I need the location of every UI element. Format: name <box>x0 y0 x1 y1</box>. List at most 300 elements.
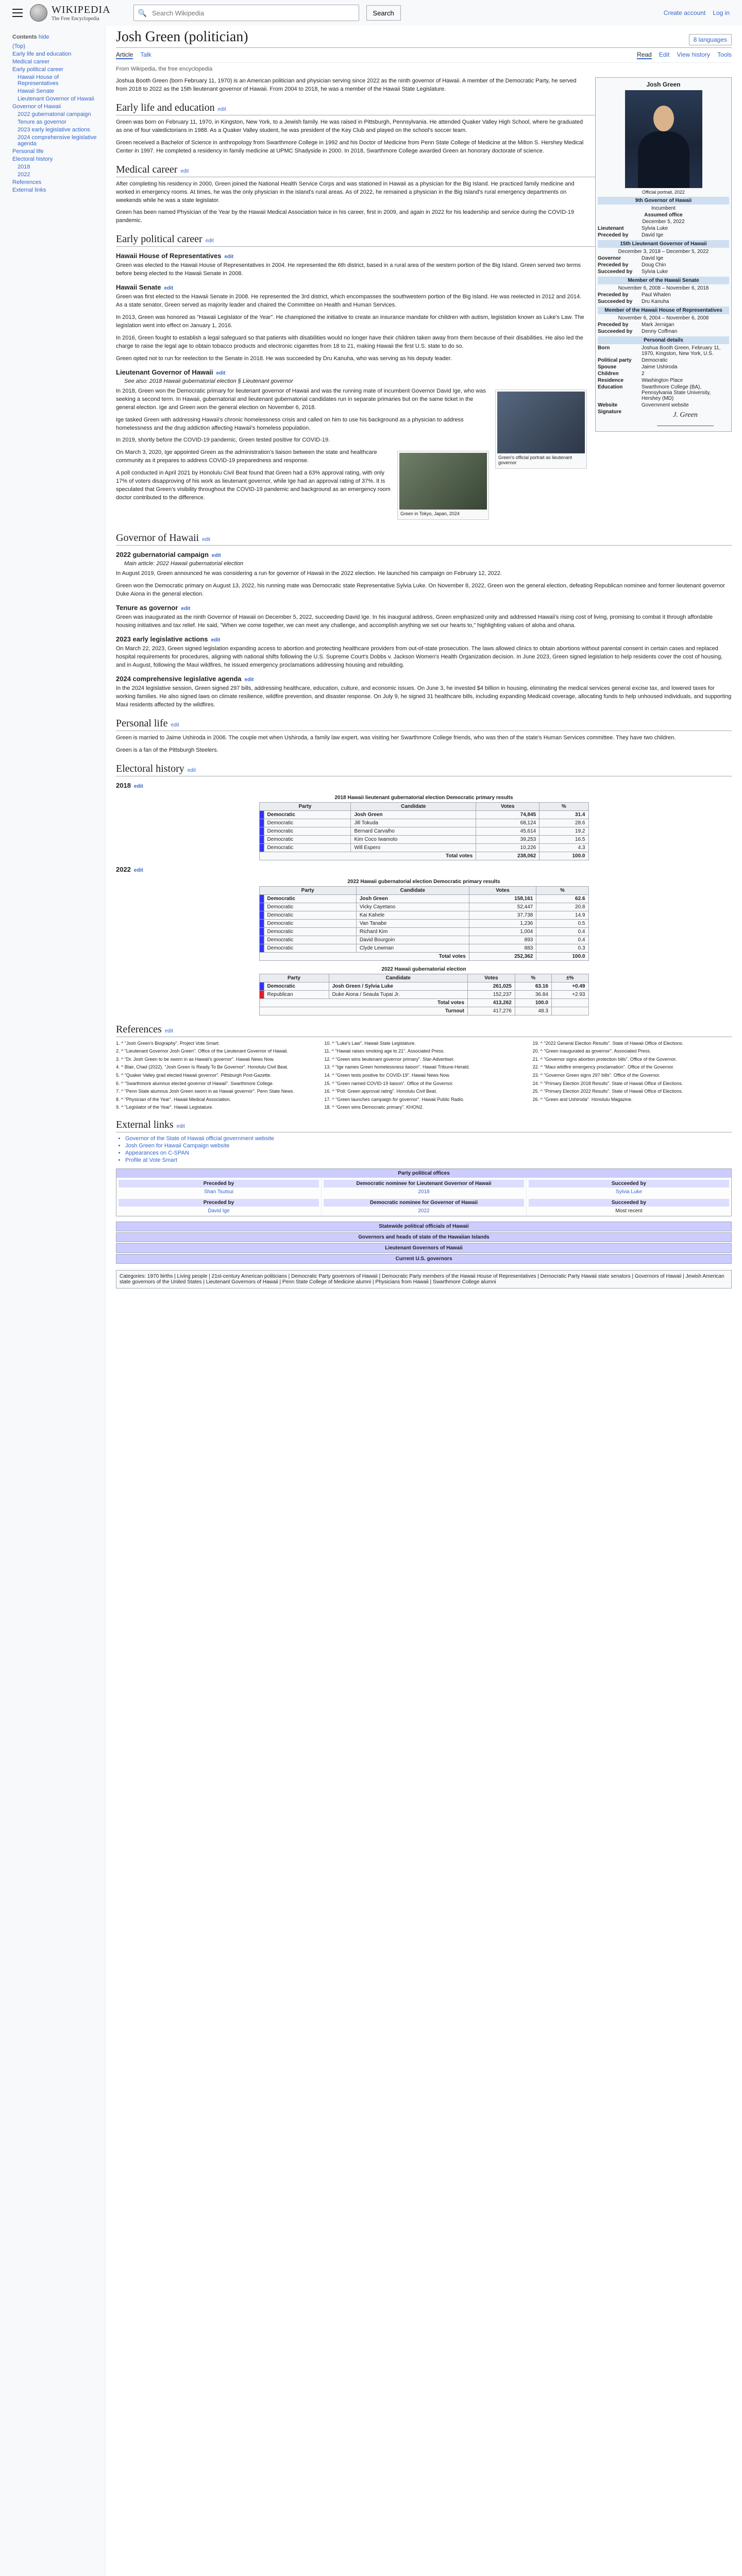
subsection-tenure: Tenure as governor edit <box>116 604 191 612</box>
infobox-row-value[interactable]: Washington Place <box>642 378 683 383</box>
total-label: Total votes <box>259 852 476 860</box>
tab-article[interactable]: Article <box>116 51 133 58</box>
user-links <box>664 9 730 16</box>
total-label: Total votes <box>259 952 469 960</box>
reference-text[interactable]: "Dr. Josh Green to be sworn in as Hawaii's governor". Hawaii News Now. <box>124 1056 275 1062</box>
paragraph: Green has been named Physician of the Year by the Hawaii Medical Association twice in his career, first in 2009, and again in 2022 for his leadership and service during the COVID-19 pandemic. <box>116 209 575 224</box>
infobox-row-value[interactable]: 2 <box>642 371 645 377</box>
column-header: Votes <box>468 974 515 982</box>
infobox-row <box>598 358 729 363</box>
reference-item: 17. ^ "Green launches campaign for governor". Hawaii Public Radio. <box>324 1096 465 1102</box>
reference-text[interactable]: "2022 General Election Results". State of Hawaii Office of Elections. <box>544 1040 684 1046</box>
edit-link[interactable]: edit <box>133 867 143 873</box>
infobox-row <box>598 378 729 383</box>
thumbnail-tokyo[interactable] <box>397 451 489 520</box>
party-cell[interactable]: Democratic <box>264 894 356 903</box>
infobox <box>595 77 732 432</box>
infobox-row <box>598 262 729 268</box>
infobox-row-label: Succeeded by <box>598 299 633 304</box>
toc-item[interactable]: Early life and education <box>12 51 72 57</box>
subsection-2022: 2022 edit <box>116 865 143 873</box>
infobox-row-value[interactable]: Jaime Ushiroda <box>642 364 678 370</box>
reference-text[interactable]: "Green and Ushiroda". Honolulu Magazine. <box>544 1096 633 1102</box>
votes-cell: 261,025 <box>468 982 515 990</box>
incumbent-label: Incumbent <box>651 206 676 211</box>
table-row <box>259 990 588 998</box>
party-cell[interactable]: Democratic <box>264 919 356 927</box>
paragraph: Ige tasked Green with addressing Hawaii's chronic homelessness crisis and called on him to use his background as a physician to address homelessness and the drug addiction affecting Hawaii's homeless population. <box>116 416 464 431</box>
paragraph: In 2018, Green won the Democratic primary for lieutenant governor of Hawaii and was the running mate of incumbent Governor David Ige, who was seeking a second term. In Hawaii, gubernatorial and lieutenant gubernatorial candidates run in separate primaries but on the same ticket in the general election. Ige and Green won the general election on November 6, 2018. <box>116 387 486 411</box>
reference-item: 11. ^ "Hawaii raises smoking age to 21". Associated Press. <box>324 1048 445 1054</box>
navbox-title: Party political offices <box>116 1169 731 1178</box>
office-governor[interactable]: 9th Governor of Hawaii <box>598 197 729 205</box>
party-color-swatch <box>259 936 264 944</box>
infobox-row-value[interactable]: Paul Whalen <box>642 292 671 298</box>
votes-cell: 883 <box>469 944 536 952</box>
languages-button[interactable]: 8 languages <box>689 34 732 45</box>
reference-item: 4. ^ Blair, Chad (2022). "Josh Green Is Ready To Be Governor". Honolulu Civil Beat. <box>116 1064 289 1070</box>
percent-cell: 0.3 <box>536 944 588 952</box>
infobox-row-value[interactable]: Dru Kanuha <box>642 299 669 304</box>
votes-cell: 1,236 <box>469 919 536 927</box>
infobox-row-label: Website <box>598 402 618 408</box>
navbox-link[interactable]: Sylvia Luke <box>615 1189 643 1195</box>
reference-item: 26. ^ "Green and Ushiroda". Honolulu Magazine. <box>532 1096 633 1102</box>
infobox-row-value[interactable]: David Ige <box>642 256 664 261</box>
search-button[interactable]: Search <box>366 5 401 21</box>
toc-item[interactable]: Hawaii Senate <box>18 88 54 94</box>
portrait-caption: Official portrait, 2022 <box>642 190 685 195</box>
toc-item[interactable]: Lieutenant Governor of Hawaii <box>18 96 94 102</box>
party-cell[interactable]: Democratic <box>264 982 329 990</box>
party-color-swatch <box>259 835 264 843</box>
column-header: Candidate <box>329 974 467 982</box>
thumbnail-caption: Green's official portrait as lieutenant governor <box>498 454 572 465</box>
reference-text[interactable]: "Green named COVID-19 liaison". Office of the Governor. <box>335 1080 453 1086</box>
globe-icon <box>30 4 47 22</box>
reference-list <box>116 1040 732 1111</box>
tab-talk[interactable]: Talk <box>140 51 151 58</box>
candidate-cell[interactable]: Bernard Carvalho <box>351 827 476 835</box>
hamburger-menu-icon[interactable] <box>12 9 23 17</box>
edit-link[interactable]: edit <box>180 168 189 174</box>
candidate-cell[interactable]: Van Tanabe <box>356 919 469 927</box>
infobox-row <box>598 384 729 401</box>
candidate-cell[interactable]: Duke Aiona / Seaula Tupai Jr. <box>329 990 467 998</box>
candidate-cell[interactable]: David Bourgoin <box>356 936 469 944</box>
office-senate[interactable]: Member of the Hawaii Senate <box>598 277 729 284</box>
infobox-row-value[interactable]: Government website <box>642 402 689 408</box>
paragraph: Green is a fan of the Pittsburgh Steelers. <box>116 747 218 753</box>
reference-item: 9. ^ "Legislator of the Year". Hawaii Legislature. <box>116 1105 213 1110</box>
edit-link[interactable]: edit <box>164 285 174 292</box>
total-votes: 413,262 <box>468 998 515 1007</box>
candidate-cell[interactable]: Josh Green <box>351 810 476 819</box>
reference-text[interactable]: "Ige names Green homelessness liaison". Hawaii Tribune-Herald. <box>335 1064 470 1070</box>
office-house[interactable]: Member of the Hawaii House of Representatives <box>598 307 729 314</box>
navbox-link[interactable]: Shan Tsutsui <box>204 1189 234 1195</box>
login-link[interactable]: Log in <box>713 9 730 16</box>
reference-text[interactable]: "Green inaugurated as governor". Associated Press. <box>544 1048 651 1054</box>
section-governor: Governor of Hawaii edit <box>116 532 732 546</box>
column-header: Candidate <box>356 886 469 894</box>
edit-link[interactable]: edit <box>187 767 196 773</box>
infobox-row <box>598 256 729 261</box>
infobox-row-label: Succeeded by <box>598 269 633 275</box>
infobox-row-label: Preceded by <box>598 232 629 238</box>
hatnote: Main article: 2022 Hawaii gubernatorial election <box>124 561 244 567</box>
results-table-2018 <box>259 793 589 860</box>
navbox-link[interactable]: 2018 <box>418 1189 430 1195</box>
infobox-row-label: Governor <box>598 256 621 261</box>
reference-item: 1. ^ "Josh Green's Biography". Project Vote Smart. <box>116 1040 220 1046</box>
infobox-row-value[interactable]: Joshua Booth Green, February 11, 1970, Kingston, New York, U.S. <box>642 345 721 357</box>
toc-hide-button[interactable]: hide <box>38 34 49 40</box>
assumed-office-label: Assumed office <box>644 212 683 218</box>
column-header: % <box>515 974 551 982</box>
edit-link[interactable]: edit <box>202 537 211 543</box>
toc-item[interactable]: 2018 <box>18 164 30 170</box>
party-cell[interactable]: Democratic <box>264 944 356 952</box>
results-table-2022-general <box>259 965 589 1015</box>
toc-item[interactable]: 2022 gubernatorial campaign <box>18 111 91 117</box>
edit-link[interactable]: edit <box>217 106 226 112</box>
page-tabs <box>116 48 732 63</box>
table-caption: 2018 Hawaii lieutenant gubernatorial election Democratic primary results <box>334 794 513 801</box>
table-row <box>259 982 588 990</box>
infobox-row <box>598 292 729 298</box>
party-color-swatch <box>259 843 264 852</box>
reference-text[interactable]: "Penn State alumnus Josh Green sworn in as Hawaii governor". Penn State News. <box>124 1089 294 1094</box>
party-color-swatch <box>259 810 264 819</box>
total-pct: 100.0 <box>539 852 588 860</box>
external-link[interactable]: • Appearances on C-SPAN <box>125 1150 732 1156</box>
edit-link[interactable]: edit <box>216 370 226 376</box>
infobox-row-value[interactable]: Sylvia Luke <box>642 269 668 275</box>
toc-item[interactable]: Medical career <box>12 59 50 65</box>
official-portrait[interactable] <box>625 90 702 188</box>
external-link[interactable]: • Profile at Vote Smart <box>125 1157 732 1163</box>
total-pct: 100.0 <box>515 998 551 1007</box>
infobox-row <box>598 226 729 231</box>
assumed-office-date: December 5, 2022 <box>642 219 685 225</box>
percent-cell: 28.6 <box>539 819 588 827</box>
reference-item: 23. ^ "Governor Green signs 297 bills". Office of the Governor. <box>532 1072 661 1078</box>
total-label: Total votes <box>259 998 468 1007</box>
tab-edit[interactable]: Edit <box>659 51 670 58</box>
reference-text[interactable]: "Hawaii raises smoking age to 21". Associated Press. <box>335 1048 445 1054</box>
votes-cell: 152,237 <box>468 990 515 998</box>
reference-text[interactable]: "Primary Election 2018 Results". State of Hawaii Office of Elections. <box>544 1080 683 1086</box>
reference-item: 24. ^ "Primary Election 2018 Results". State of Hawaii Office of Elections. <box>532 1080 683 1086</box>
reference-item: 12. ^ "Green wins lieutenant governor primary". Star-Advertiser. <box>324 1056 455 1062</box>
edit-link[interactable]: edit <box>205 238 214 244</box>
reference-text[interactable]: "Green launches campaign for governor". Hawaii Public Radio. <box>335 1096 465 1102</box>
thumbnail-lt-portrait[interactable] <box>495 389 587 469</box>
office-lt-governor[interactable]: 15th Lieutenant Governor of Hawaii <box>598 240 729 248</box>
navbox-header: Democratic nominee for Lieutenant Governor of Hawaii <box>324 1180 524 1188</box>
toc-item[interactable]: External links <box>12 187 46 193</box>
party-cell[interactable]: Democratic <box>264 927 356 936</box>
percent-cell: 62.6 <box>536 894 588 903</box>
candidate-cell[interactable]: Vicky Cayetano <box>356 903 469 911</box>
party-cell[interactable]: Republican <box>264 990 329 998</box>
reference-item: 22. ^ "Maui wildfire emergency proclamation". Office of the Governor. <box>532 1064 674 1070</box>
candidate-cell[interactable]: Clyde Lewman <box>356 944 469 952</box>
navbox-header: Succeeded by <box>529 1180 729 1188</box>
party-color-swatch <box>259 894 264 903</box>
external-link[interactable]: • Josh Green for Hawaii Campaign website <box>125 1143 732 1149</box>
collapsed-navbox[interactable]: Governors and heads of state of the Hawaiian Islands <box>116 1232 732 1242</box>
percent-cell: 19.2 <box>539 827 588 835</box>
percent-cell: 4.3 <box>539 843 588 852</box>
reference-text[interactable]: Blair, Chad (2022). "Josh Green Is Ready To Be Governor". Honolulu Civil Beat. <box>124 1064 289 1070</box>
reference-item: 15. ^ "Green named COVID-19 liaison". Office of the Governor. <box>324 1080 453 1086</box>
votes-cell: 1,004 <box>469 927 536 936</box>
infobox-row-value[interactable]: Democratic <box>642 358 668 363</box>
total-pct: 100.0 <box>536 952 588 960</box>
thumbnail-caption: Green in Tokyo, Japan, 2024 <box>400 511 460 517</box>
reference-item: 14. ^ "Green tests positive for COVID-19". Hawaii News Now. <box>324 1072 450 1078</box>
column-header: Candidate <box>351 802 476 810</box>
reference-text[interactable]: "Green tests positive for COVID-19". Hawaii News Now. <box>335 1072 450 1078</box>
infobox-row-label: Preceded by <box>598 292 629 298</box>
table-row <box>259 927 588 936</box>
votes-cell: 74,845 <box>476 810 539 819</box>
candidate-cell[interactable]: Jill Tokuda <box>351 819 476 827</box>
navbox-link[interactable]: 2022 <box>418 1208 430 1214</box>
percent-cell: 31.4 <box>539 810 588 819</box>
table-caption: 2022 Hawaii gubernatorial election <box>381 966 466 972</box>
candidate-cell[interactable]: Kai Kahele <box>356 911 469 919</box>
tagline: The Free Encyclopedia <box>52 16 99 22</box>
reference-item: 8. ^ "Physician of the Year". Hawaii Medical Association. <box>116 1096 231 1102</box>
percent-cell: 16.5 <box>539 835 588 843</box>
tab-view-history[interactable]: View history <box>677 51 710 58</box>
section-external-links: External links edit <box>116 1119 732 1132</box>
edit-link[interactable]: edit <box>133 783 143 789</box>
party-cell[interactable]: Democratic <box>264 835 351 843</box>
search-box <box>133 5 359 21</box>
tab-read[interactable]: Read <box>637 51 652 58</box>
reference-text[interactable]: "Green wins Democratic primary". KHON2. <box>335 1105 424 1110</box>
votes-cell: 893 <box>469 936 536 944</box>
wikipedia-logo[interactable] <box>30 4 111 22</box>
party-cell[interactable]: Democratic <box>264 827 351 835</box>
votes-cell: 68,124 <box>476 819 539 827</box>
create-account-link[interactable]: Create account <box>663 9 706 16</box>
party-cell[interactable]: Democratic <box>264 936 356 944</box>
column-header: Party <box>259 802 351 810</box>
toc-item[interactable]: Early political career <box>12 66 64 73</box>
edit-link[interactable]: edit <box>244 676 254 683</box>
paragraph: On March 22, 2023, Green signed legislation expanding access to abortion and protecting healthcare providers from out-of-state prosecution. The laws allowed clinics to obtain abortions without parental consent in certain cases and replaced hospital requirements for procedures, aligning with national shifts following the U.S. Supreme Court's Dobbs v. Jackson Women's Health Organization decision. In June 2023, Green signed legislation to help residents cover the cost of housing, and in August, following the Maui wildfires, he issued emergency proclamations addressing housing and rebuilding. <box>116 646 723 668</box>
section-references: References edit <box>116 1024 732 1037</box>
reference-item: 25. ^ "Primary Election 2022 Results". State of Hawaii Office of Elections. <box>532 1089 683 1094</box>
toc-item[interactable]: Personal life <box>12 148 44 155</box>
infobox-row <box>598 299 729 304</box>
infobox-row-value[interactable]: Mark Jernigan <box>642 322 674 328</box>
personal-details-band: Personal details <box>598 336 729 344</box>
table-row <box>259 843 588 852</box>
infobox-row-value[interactable]: Swarthmore College (BA), Pennsylvania State University, Hershey (MD) <box>642 384 711 401</box>
signature-image: J. Green <box>657 411 714 426</box>
site-header <box>0 0 742 26</box>
intro-paragraph: Joshua Booth Green (born February 11, 1970) is an American politician and physician serving since 2022 as the ninth governor of Hawaii. A member of the Democratic Party, he served from 2018 to 2022 as the 15th lieutenant governor of Hawaii. From 2004 to 2018, he was a member of the Hawaii State Legislature. <box>116 78 577 92</box>
reference-text[interactable]: "Luke's Law". Hawaii State Legislature. <box>335 1040 416 1046</box>
toc-item[interactable]: Tenure as governor <box>18 119 66 125</box>
navbox-link[interactable]: David Ige <box>208 1208 230 1214</box>
infobox-row <box>598 329 729 334</box>
navbox-header: Preceded by <box>119 1180 319 1188</box>
votes-cell: 10,226 <box>476 843 539 852</box>
reference-text[interactable]: "Governor Green signs 297 bills". Office of the Governor. <box>544 1072 661 1078</box>
column-header: Party <box>259 886 356 894</box>
page-title: Josh Green (politician) <box>116 29 248 45</box>
turnout-label: Turnout <box>259 1007 468 1015</box>
table-row <box>259 827 588 835</box>
change-cell: +2.93 <box>551 990 588 998</box>
subsection-2018: 2018 edit <box>116 781 143 789</box>
toc-item[interactable]: Electoral history <box>12 156 53 162</box>
percent-cell: 0.5 <box>536 919 588 927</box>
paragraph: Green was elected to the Hawaii House of Representatives in 2004. He represented the 6th district, based in a rural area of the western portion of the Big Island. Green served two terms before being elected to the Hawaii Senate in 2008. <box>116 262 581 277</box>
office-house-dates: November 6, 2004 – November 6, 2008 <box>618 315 709 321</box>
reference-text[interactable]: "Governor signs abortion protection bills". Office of the Governor. <box>544 1056 677 1062</box>
edit-link[interactable]: edit <box>211 637 221 643</box>
candidate-cell[interactable]: Will Espero <box>351 843 476 852</box>
infobox-row-label: Spouse <box>598 364 617 370</box>
table-row <box>259 810 588 819</box>
edit-link[interactable]: edit <box>164 1028 173 1034</box>
party-cell[interactable]: Democratic <box>264 843 351 852</box>
candidate-cell[interactable]: Josh Green / Sylvia Luke <box>329 982 467 990</box>
external-link[interactable]: • Governor of the State of Hawaii official government website <box>125 1136 732 1142</box>
reference-text[interactable]: "Lieutenant Governor Josh Green". Office of the Lieutenant Governor of Hawaii. <box>124 1048 289 1054</box>
toc-item[interactable]: 2023 early legislative actions <box>18 127 90 133</box>
navbox-header: Democratic nominee for Governor of Hawaii <box>324 1199 524 1207</box>
toc-item[interactable]: 2022 <box>18 172 30 178</box>
infobox-row <box>598 371 729 377</box>
office-lt-governor-dates: December 3, 2018 – December 5, 2022 <box>618 249 709 255</box>
change-cell: +0.49 <box>551 982 588 990</box>
collapsed-navbox[interactable]: Lieutenant Governors of Hawaii <box>116 1243 732 1253</box>
reference-text[interactable]: "Maui wildfire emergency proclamation". Office of the Governor. <box>544 1064 674 1070</box>
toc-item[interactable]: Hawaii House of Representatives <box>18 74 59 87</box>
edit-link[interactable]: edit <box>181 606 191 612</box>
party-color-swatch <box>259 827 264 835</box>
navbox-value: Most recent <box>615 1208 643 1214</box>
table-row <box>259 903 588 911</box>
edit-link[interactable]: edit <box>211 553 221 559</box>
candidate-cell[interactable]: Kim Coco Iwamoto <box>351 835 476 843</box>
table-row <box>259 919 588 927</box>
section-early-political: Early political career edit <box>116 233 732 247</box>
search-icon: 🔍 <box>138 8 147 17</box>
reference-text[interactable]: "Legislator of the Year". Hawaii Legislature. <box>124 1105 213 1110</box>
toc-item[interactable]: References <box>12 179 42 185</box>
reference-item: 16. ^ "Poll: Green approval rating". Honolulu Civil Beat. <box>324 1089 437 1094</box>
reference-text[interactable]: "Swarthmore alumnus elected governor of Hawaii". Swarthmore College. <box>124 1080 274 1086</box>
edit-link[interactable]: edit <box>176 1123 185 1129</box>
reference-text[interactable]: "Josh Green's Biography". Project Vote Smart. <box>124 1040 220 1046</box>
collapsed-navbox[interactable]: Statewide political officials of Hawaii <box>116 1222 732 1231</box>
tab-tools[interactable]: Tools <box>717 51 732 58</box>
edit-link[interactable]: edit <box>171 722 179 728</box>
reference-text[interactable]: "Physician of the Year". Hawaii Medical Association. <box>124 1096 231 1102</box>
reference-item: 21. ^ "Governor signs abortion protection bills". Office of the Governor. <box>532 1056 677 1062</box>
party-cell[interactable]: Democratic <box>264 903 356 911</box>
party-color-swatch <box>259 819 264 827</box>
paragraph: Green won the Democratic primary on August 13, 2022, his running mate was Democratic state Representative Sylvia Luke. On November 8, 2022, Green won the general election, defeating Republican nominee and former lieutenant governor Duke Aiona in the general election. <box>116 583 725 598</box>
party-cell[interactable]: Democratic <box>264 911 356 919</box>
main-content <box>105 26 742 2576</box>
paragraph: Green was inaugurated as the ninth Governor of Hawaii on December 5, 2022, succeeding David Ige. In his inaugural address, Green emphasized unity and addressed Hawaii's rising cost of living, promising to combat it through affordable housing initiatives and tax relief. He said, "When we come together, we can meet any challenge, and accomplish anything we set our hearts to," highlighting values of aloha and ohana. <box>116 614 713 629</box>
infobox-row-label: Education <box>598 384 623 390</box>
total-votes: 238,062 <box>476 852 539 860</box>
infobox-row-label: Political party <box>598 358 632 363</box>
infobox-row-value[interactable]: David Ige <box>642 232 664 238</box>
toc-item[interactable]: 2024 comprehensive legislative agenda <box>18 134 97 147</box>
table-row <box>259 835 588 843</box>
reference-text[interactable]: "Primary Election 2022 Results". State of Hawaii Office of Elections. <box>544 1089 683 1094</box>
percent-cell: 63.16 <box>515 982 551 990</box>
party-cell[interactable]: Democratic <box>264 819 351 827</box>
infobox-row-value[interactable]: Doug Chin <box>642 262 666 268</box>
edit-link[interactable]: edit <box>224 254 234 260</box>
infobox-row <box>598 269 729 275</box>
reference-text[interactable]: "Quaker Valley grad elected Hawaii governor". Pittsburgh Post-Gazette. <box>124 1072 272 1078</box>
infobox-row <box>598 345 729 357</box>
votes-cell: 52,447 <box>469 903 536 911</box>
party-cell[interactable]: Democratic <box>264 810 351 819</box>
subsection-2024: 2024 comprehensive legislative agenda edit <box>116 674 254 683</box>
candidate-cell[interactable]: Richard Kim <box>356 927 469 936</box>
infobox-row <box>598 402 729 408</box>
column-header: % <box>539 802 588 810</box>
toc-item[interactable]: (Top) <box>12 43 26 49</box>
reference-item: 20. ^ "Green inaugurated as governor". Associated Press. <box>532 1048 651 1054</box>
infobox-row <box>598 322 729 328</box>
paragraph: After completing his residency in 2000, Green joined the National Health Service Corps and was stationed in Hawaii as a physician for the Big Island. He practiced family medicine and worked in emergency rooms. At times, he was the only physician in the island's rural areas. As of 2022, he remained a physician in the Big Island's rural emergency departments on weekends while he was a state legislator. <box>116 180 575 204</box>
paragraph: In 2016, Green fought to establish a legal safeguard so that patients with disabilities would no longer have their children taken away from them because of their disabilities. He also led the charge to raise the legal age to obtain tobacco products and electronic cigarettes from 18 to 21, making Hawaii the first U.S. state to do so. <box>116 334 583 349</box>
infobox-row-value[interactable]: Denny Coffman <box>642 329 678 334</box>
page <box>0 26 742 2576</box>
collapsed-navbox[interactable]: Current U.S. governors <box>116 1254 732 1264</box>
navbox-header: Succeeded by <box>529 1199 729 1207</box>
percent-cell: 0.4 <box>536 936 588 944</box>
category-links[interactable]: Categories: 1970 births | Living people | 21st-century American politicians | Democratic Party governors of Hawaii | Democratic Party members of the Hawaii House of Representatives | Democratic Party Hawaii state senators | Governors of Hawaii | Jewish American state governors of the United States | Lieutenant Governors of Hawaii | Penn State College of Medicine alumni | Physicians from Hawaii | Swarthmore College alumni <box>116 1270 732 1289</box>
infobox-row-value[interactable]: Sylvia Luke <box>642 226 668 231</box>
reference-text[interactable]: "Green wins lieutenant governor primary". Star-Advertiser. <box>335 1056 455 1062</box>
paragraph: In 2013, Green was honored as "Hawaii Legislator of the Year". He championed the initiative to create an insurance mandate for children with autism, legislation known as Luke's Law. The legislation went into effect on January 1, 2016. <box>116 314 584 329</box>
total-votes: 252,362 <box>469 952 536 960</box>
candidate-cell[interactable]: Josh Green <box>356 894 469 903</box>
results-table-2022-primary <box>259 877 589 961</box>
section-medical-career: Medical career edit <box>116 164 732 177</box>
navbox-header: Preceded by <box>119 1199 319 1207</box>
paragraph: Green was born on February 11, 1970, in Kingston, New York, to a Jewish family. He was raised in Pittsburgh, Pennsylvania. He attended Quaker Valley High School, where he graduated as one of four valedictorians in 1988. As a Quaker Valley student, he was president of the Key Club and played on the school's soccer team. <box>116 118 583 133</box>
toc-item[interactable]: Governor of Hawaii <box>12 104 61 110</box>
infobox-row-label: Preceded by <box>598 322 629 328</box>
infobox-row <box>598 364 729 370</box>
percent-cell: 0.4 <box>536 927 588 936</box>
table-row <box>259 936 588 944</box>
votes-cell: 45,614 <box>476 827 539 835</box>
reference-text[interactable]: "Poll: Green approval rating". Honolulu Civil Beat. <box>335 1089 437 1094</box>
column-header: Votes <box>469 886 536 894</box>
search-input[interactable] <box>151 9 328 18</box>
